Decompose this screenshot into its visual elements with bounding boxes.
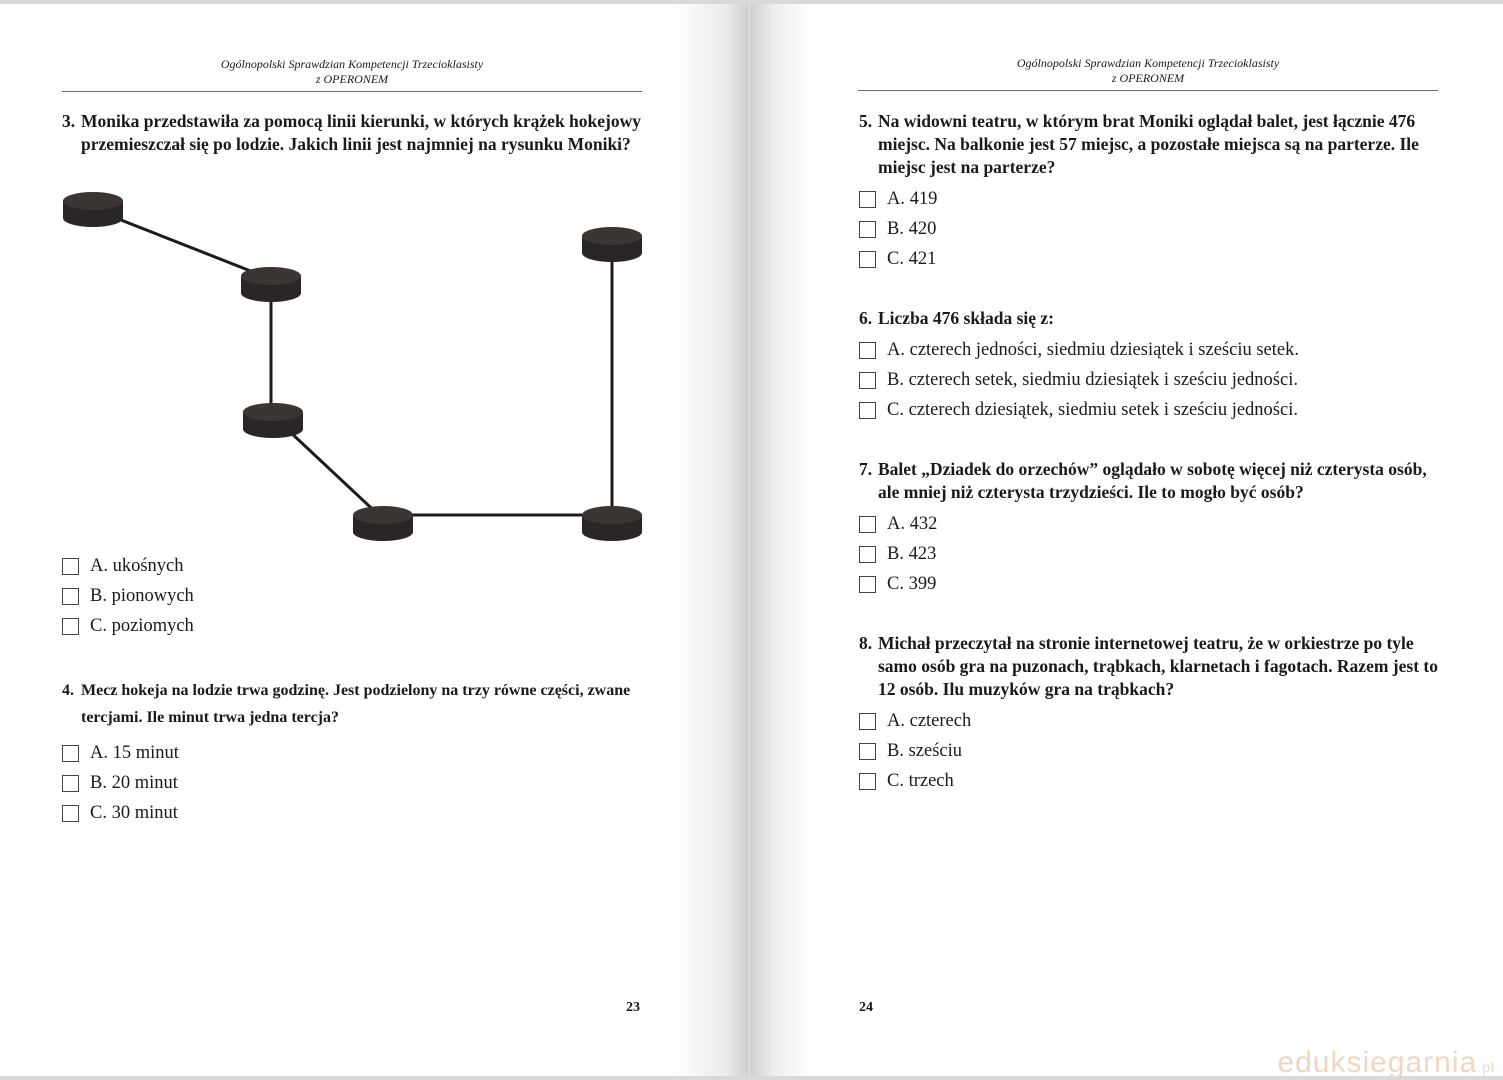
answer-option[interactable] <box>62 772 178 794</box>
answer-label: C. 30 minut <box>90 802 178 823</box>
answer-label: B. 20 minut <box>90 772 178 793</box>
answer-checkbox[interactable] <box>859 773 876 790</box>
answer-checkbox[interactable] <box>859 743 876 760</box>
question-text: Balet „Dziadek do orzechów” oglądało w sobotę więcej niż czterysta osób, ale mniej niż czterysta trzydzieści. Ile to mogło być osób? <box>878 459 1427 502</box>
answer-label: B. 420 <box>887 218 937 239</box>
watermark-text: eduksiegarnia <box>1277 1046 1478 1079</box>
puck <box>582 506 642 541</box>
answer-option[interactable] <box>859 369 1298 391</box>
question-text: Michał przeczytał na stronie internetowej teatru, że w orkiestrze po tyle samo osób gra na puzonach, trąbkach, klarnetach i fagotach. Razem jest to 12 osób. Ilu muzyków gra na trąbkach? <box>878 633 1438 699</box>
answer-checkbox[interactable] <box>859 576 876 593</box>
puck <box>243 403 303 438</box>
watermark <box>1277 1046 1495 1080</box>
answer-option[interactable] <box>859 513 937 535</box>
answer-option[interactable] <box>859 248 936 270</box>
question-number: 5. <box>859 111 873 131</box>
answer-label: A. 15 minut <box>90 742 179 763</box>
answer-checkbox[interactable] <box>859 546 876 563</box>
answer-checkbox[interactable] <box>859 402 876 419</box>
answer-option[interactable] <box>62 585 194 607</box>
page-header <box>858 56 1438 86</box>
answer-checkbox[interactable] <box>62 745 79 762</box>
question-number: 7. <box>859 459 873 479</box>
question-text: Na widowni teatru, w którym brat Moniki oglądał balet, jest łącznie 476 miejsc. Na balkonie jest 57 miejsc, a pozostałe miejsca są na parterze. Ile miejsc jest na parterze? <box>878 111 1419 177</box>
question-text: Monika przedstawiła za pomocą linii kierunki, w których krążek hokejowy przemieszczał się po lodzie. Jakich linii jest najmniej na rysunku Moniki? <box>81 111 642 154</box>
question-7 <box>859 458 1439 504</box>
answer-option[interactable] <box>62 802 178 824</box>
answer-option[interactable] <box>859 740 962 762</box>
answer-checkbox[interactable] <box>62 588 79 605</box>
header-rule <box>858 90 1438 91</box>
page-number: 23 <box>626 1000 640 1015</box>
answer-option[interactable] <box>62 615 194 637</box>
puck <box>241 267 301 302</box>
answer-label: C. poziomych <box>90 615 194 636</box>
answer-option[interactable] <box>859 339 1299 361</box>
question-8 <box>859 632 1439 701</box>
answer-label: B. czterech setek, siedmiu dziesiątek i sześciu jedności. <box>887 369 1298 390</box>
puck <box>63 192 123 227</box>
answer-checkbox[interactable] <box>859 251 876 268</box>
answer-label: A. czterech jedności, siedmiu dziesiątek i sześciu setek. <box>887 339 1299 360</box>
answer-option[interactable] <box>859 770 954 792</box>
answer-option[interactable] <box>859 399 1298 421</box>
answer-label: C. trzech <box>887 770 954 791</box>
question-number: 3. <box>62 111 76 131</box>
answer-label: B. sześciu <box>887 740 963 761</box>
question-text: Mecz hokeja na lodzie trwa godzinę. Jest podzielony na trzy równe części, zwane tercjami. Ile minut trwa jedna tercja? <box>81 682 631 726</box>
puck <box>353 506 413 541</box>
answer-checkbox[interactable] <box>62 618 79 635</box>
left-page <box>0 4 748 1076</box>
answer-option[interactable] <box>859 218 936 240</box>
answer-option[interactable] <box>859 573 936 595</box>
header-subtitle: z OPERONEM <box>315 72 389 86</box>
answer-label: A. czterech <box>887 710 972 731</box>
answer-label: A. ukośnych <box>90 555 184 576</box>
question-number: 4. <box>62 682 74 699</box>
answer-option[interactable] <box>62 742 179 764</box>
answer-label: C. 399 <box>887 573 937 594</box>
answer-label: C. 421 <box>887 248 937 269</box>
answer-option[interactable] <box>62 555 184 577</box>
answer-option[interactable] <box>859 188 937 210</box>
answer-label: B. 423 <box>887 543 937 564</box>
question-6 <box>859 307 1439 330</box>
question-number: 8. <box>859 633 873 653</box>
answer-checkbox[interactable] <box>859 372 876 389</box>
question-number: 6. <box>859 308 873 328</box>
page-number: 24 <box>859 1000 873 1015</box>
question-5 <box>859 110 1439 179</box>
answer-checkbox[interactable] <box>859 516 876 533</box>
header-title: Ogólnopolski Sprawdzian Kompetencji Trzecioklasisty <box>220 57 484 71</box>
answer-checkbox[interactable] <box>62 805 79 822</box>
answer-checkbox[interactable] <box>859 221 876 238</box>
answer-label: A. 419 <box>887 188 938 209</box>
header-subtitle: z OPERONEM <box>1111 71 1185 85</box>
puck-path-diagram <box>0 4 748 564</box>
answer-checkbox[interactable] <box>62 775 79 792</box>
answer-label: B. pionowych <box>90 585 194 606</box>
answer-checkbox[interactable] <box>859 713 876 730</box>
question-4 <box>62 677 647 731</box>
answer-option[interactable] <box>859 710 971 732</box>
right-page <box>751 4 1503 1076</box>
puck <box>582 227 642 262</box>
question-text: Liczba 476 składa się z: <box>878 308 1054 328</box>
answer-label: A. 432 <box>887 513 938 534</box>
watermark-suffix: .pl <box>1477 1059 1495 1075</box>
answer-option[interactable] <box>859 543 936 565</box>
answer-checkbox[interactable] <box>859 191 876 208</box>
answer-checkbox[interactable] <box>859 342 876 359</box>
direction-lines <box>93 209 612 519</box>
answer-label: C. czterech dziesiątek, siedmiu setek i sześciu jedności. <box>887 399 1298 420</box>
answer-checkbox[interactable] <box>62 558 79 575</box>
header-title: Ogólnopolski Sprawdzian Kompetencji Trzecioklasisty <box>1016 56 1280 70</box>
